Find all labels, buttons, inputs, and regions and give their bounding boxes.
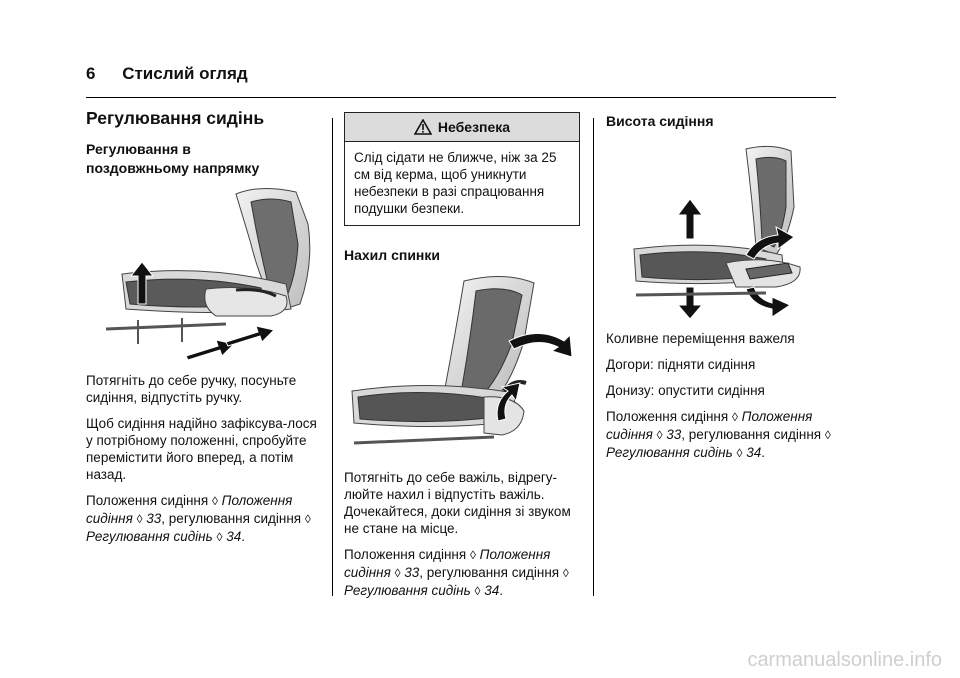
watermark: carmanualsonline.info — [747, 649, 942, 671]
xref-arrow-icon: ◊ — [656, 428, 663, 442]
xref-link-seat-adjustment[interactable]: Регулювання сидінь — [344, 583, 471, 598]
cross-reference: Положення сидіння ◊ Положення сидіння ◊ 33, регулювання сидіння ◊ Регулювання сидінь ◊ 34. — [86, 493, 311, 544]
xref-page[interactable]: 34 — [746, 445, 762, 460]
xref-arrow-icon: ◊ — [474, 584, 481, 598]
warning-header — [345, 113, 579, 142]
paragraph-backrest-adjust: Потягніть до себе важіль, відрегу-люйте нахил і відпустіть важіль. Дочекайтеся, доки сидіння зі звуком не стане на місце. — [344, 470, 571, 536]
xref-arrow-icon: ◊ — [469, 548, 476, 562]
warning-box — [344, 112, 580, 226]
xref-link-seat-position[interactable]: Положення сидіння — [344, 547, 551, 580]
xref-arrow-icon: ◊ — [211, 494, 218, 508]
column-divider-2 — [593, 118, 594, 596]
xref-link-seat-position[interactable]: Положення сидіння — [86, 493, 293, 526]
column-1 — [86, 106, 324, 555]
page-header — [86, 64, 248, 84]
paragraph-up: Догори: підняти сидіння — [606, 357, 756, 372]
page-number: 6 — [86, 64, 96, 83]
paragraph-pull-handle: Потягніть до себе ручку, посуньте сидіння, відпустіть ручку. — [86, 373, 297, 405]
xref-link-seat-adjustment[interactable]: Регулювання сидінь — [606, 445, 733, 460]
paragraph-down: Донизу: опустити сидіння — [606, 383, 765, 398]
warning-text: Слід сідати не ближче, ніж за 25 см від керма, щоб уникнути небезпеки в разі спрацювання подушки безпеки. — [354, 150, 557, 216]
section-title: Регулювання сидінь — [86, 108, 265, 128]
subsection-title-height: Висота сидіння — [606, 113, 714, 129]
subsection-title-backrest: Нахил спинки — [344, 247, 440, 263]
cross-reference: Положення сидіння ◊ Положення сидіння ◊ 33, регулювання сидіння ◊ Регулювання сидінь ◊ 34. — [606, 409, 831, 460]
xref-arrow-icon: ◊ — [736, 446, 743, 460]
xref-arrow-icon: ◊ — [136, 512, 143, 526]
xref-page[interactable]: 34 — [226, 529, 242, 544]
chapter-title: Стислий огляд — [122, 64, 248, 83]
cross-reference: Положення сидіння ◊ Положення сидіння ◊ 33, регулювання сидіння ◊ Регулювання сидінь ◊ 34. — [344, 547, 569, 598]
column-divider-1 — [332, 118, 333, 596]
xref-page[interactable]: 34 — [484, 583, 500, 598]
header-rule — [86, 97, 836, 98]
column-2 — [344, 106, 580, 609]
seat-backrest-illustration — [344, 271, 576, 461]
xref-page[interactable]: 33 — [404, 565, 420, 580]
xref-page[interactable]: 33 — [146, 511, 162, 526]
seat-longitudinal-illustration — [86, 184, 316, 364]
xref-link-seat-adjustment[interactable]: Регулювання сидінь — [86, 529, 213, 544]
xref-arrow-icon: ◊ — [731, 410, 738, 424]
xref-arrow-icon: ◊ — [304, 512, 311, 526]
warning-title: Небезпека — [437, 118, 511, 135]
column-3 — [606, 106, 842, 471]
xref-arrow-icon: ◊ — [394, 566, 401, 580]
seat-height-illustration — [606, 137, 806, 322]
xref-page[interactable]: 33 — [666, 427, 682, 442]
paragraph-lever-motion: Коливне переміщення важеля — [606, 331, 795, 346]
xref-link-seat-position[interactable]: Положення сидіння — [606, 409, 813, 442]
xref-arrow-icon: ◊ — [562, 566, 569, 580]
xref-arrow-icon: ◊ — [824, 428, 831, 442]
paragraph-lock-check: Щоб сидіння надійно зафіксува-лося у потрібному положенні, спробуйте перемістити його вперед, а потім назад. — [86, 416, 317, 482]
warning-triangle-icon — [414, 119, 432, 135]
xref-arrow-icon: ◊ — [216, 530, 223, 544]
subsection-title-longitudinal: Регулювання в поздовжньому напрямку — [86, 141, 260, 176]
